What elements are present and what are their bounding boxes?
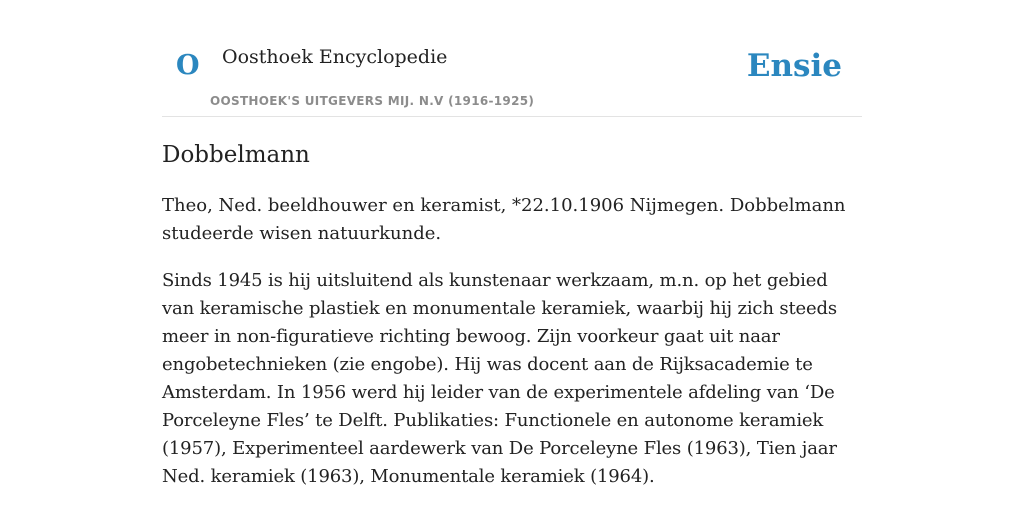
ensie-brand-link[interactable]: Ensie (746, 48, 842, 84)
entry-title: Dobbelmann (162, 142, 310, 168)
article-paragraph: Theo, Ned. beeldhouwer en keramist, *22.10.1906 Nijmegen. Dobbelmann studeerde wisen natuurkunde. (162, 195, 846, 244)
encyclopedia-logo[interactable]: O (176, 50, 200, 81)
article-paragraph: Sinds 1945 is hij uitsluitend als kunstenaar werkzaam, m.n. op het gebied van keramische plastiek en monumentale keramiek, waarbij hij zich steeds meer in non-figuratieve richting bewoog. Zijn voorkeur gaat uit naar engobetechnieken (zie engobe). Hij was docent aan de Rijksacademie te Amsterdam. In 1956 werd hij leider van de experimentele afdeling van ‘De Porceleyne Fles’ te Delft. Publikaties: Functionele en autonome keramiek (1957), Experimenteel aardewerk van De Porceleyne Fles (1963), Tien jaar Ned. keramiek (1963), Monumentale keramiek (1964). (162, 270, 838, 487)
publisher-subtitle: OOSTHOEK'S UITGEVERS MIJ. N.V (1916-1925) (210, 94, 535, 108)
site-header (162, 0, 862, 117)
article-content (162, 138, 862, 491)
site-title[interactable]: Oosthoek Encyclopedie (222, 46, 448, 68)
